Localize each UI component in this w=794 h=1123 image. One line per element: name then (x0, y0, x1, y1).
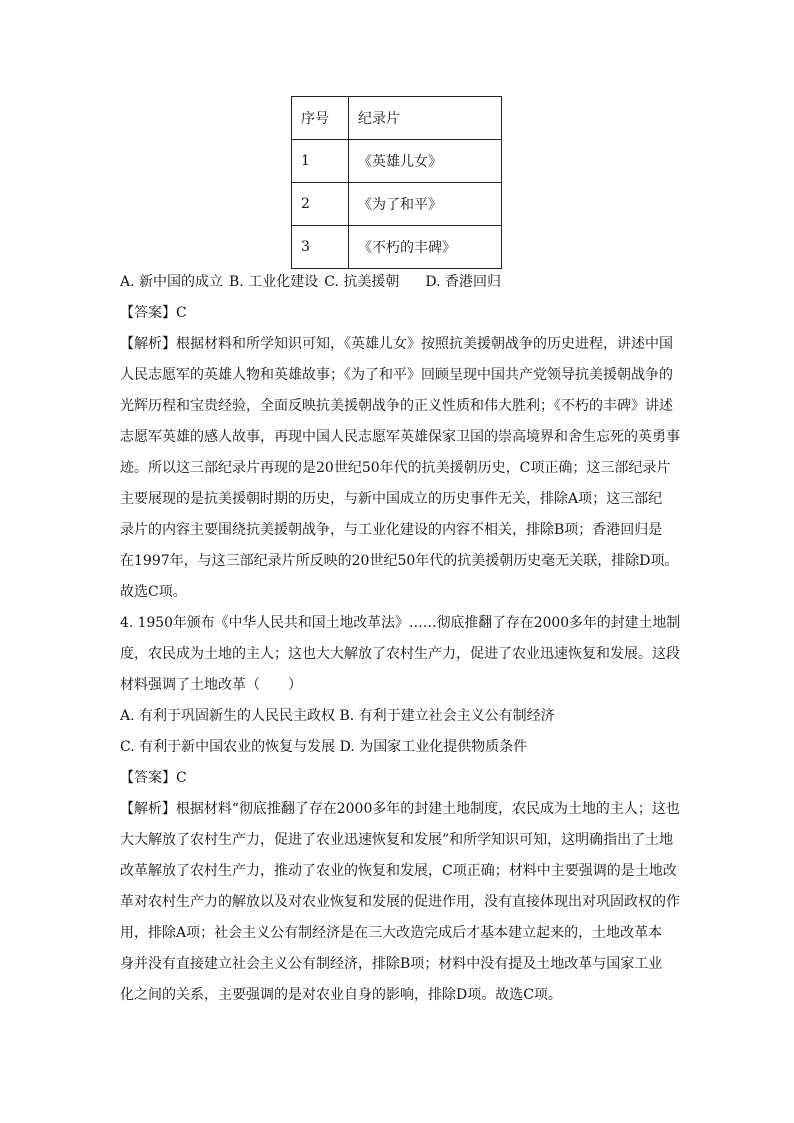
q4-analysis-line: 大大解放了农村生产力，促进了农业迅速恢复和发展”和所学知识可知，这明确指出了土地 (120, 832, 674, 848)
table-row (292, 183, 502, 226)
q4-stem-line: 4. 1950年颁布《中华人民共和国土地改革法》……彻底推翻了存在2000多年的封建土地制 (120, 615, 681, 631)
q4-answer: 【答案】C (120, 770, 187, 786)
q4-analysis-line: 用，排除A项；社会主义公有制经济是在三大改造完成后才基本建立起来的，土地改革本 (120, 925, 663, 941)
q3-analysis-line: 光辉历程和宝贵经验，全面反映抗美援朝战争的正义性质和伟大胜利；《不朽的丰碑》讲述 (120, 398, 673, 414)
table-header-cell: 纪录片 (349, 97, 502, 140)
table-cell: 2 (292, 183, 349, 226)
q3-option-c: C. 抗美援朝 (324, 274, 400, 290)
q4-stem-line: 度，农民成为土地的主人；这也大大解放了农村生产力，促进了农业迅速恢复和发展。这段 (120, 646, 680, 662)
q3-analysis-line: 迹。所以这三部纪录片再现的是20世纪50年代的抗美援朝历史，C项正确；这三部纪录片 (120, 460, 671, 476)
q4-analysis-line: 改革解放了农村生产力，推动了农业的恢复和发展，C项正确；材料中主要强调的是土地改 (120, 863, 677, 879)
table-header-row (292, 97, 502, 140)
q3-options (120, 272, 680, 292)
table-cell: 《英雄儿女》 (349, 140, 502, 183)
q4-analysis-line: 化之间的关系，主要强调的是对农业自身的影响，排除D项。故选C项。 (120, 987, 562, 1003)
q3-answer: 【答案】C (120, 305, 187, 321)
table-cell: 3 (292, 226, 349, 269)
q4-analysis-line: 【解析】根据材料“彻底推翻了存在2000多年的封建土地制度，农民成为土地的主人；这也 (120, 801, 680, 817)
q4-analysis-line: 革对农村生产力的解放以及对农业恢复和发展的促进作用，没有直接体现出对巩固政权的作 (120, 894, 680, 910)
q3-analysis-line: 录片的内容主要围绕抗美援朝战争，与工业化建设的内容不相关，排除B项；香港回归是 (120, 522, 663, 538)
table-cell: 《不朽的丰碑》 (349, 226, 502, 269)
table-cell: 1 (292, 140, 349, 183)
q3-analysis-line: 主要展现的是抗美援朝时期的历史，与新中国成立的历史事件无关，排除A项；这三部纪 (120, 491, 663, 507)
q3-analysis-line: 故选C项。 (120, 584, 187, 600)
q3-option-b: B. 工业化建设 (229, 274, 319, 290)
table-header-cell: 序号 (292, 97, 349, 140)
table-cell: 《为了和平》 (349, 183, 502, 226)
q3-option-a: A. 新中国的成立 (120, 274, 224, 290)
documentary-table (291, 96, 502, 269)
q3-option-d: D. 香港回归 (425, 274, 501, 290)
q4-analysis-line: 身并没有直接建立社会主义公有制经济，排除B项；材料中没有提及土地改革与国家工业 (120, 956, 663, 972)
table-row (292, 140, 502, 183)
q4-option-line: C. 有利于新中国农业的恢复与发展 D. 为国家工业化提供物质条件 (120, 739, 528, 755)
q3-analysis-line: 志愿军英雄的感人故事，再现中国人民志愿军英雄保家卫国的崇高境界和舍生忘死的英勇事 (120, 429, 680, 445)
q3-analysis-line: 在1997年，与这三部纪录片所反映的20世纪50年代的抗美援朝历史毫无关联，排除D项。 (120, 553, 679, 569)
table-row (292, 226, 502, 269)
q4-stem-line: 材料强调了土地改革（ ） (120, 677, 302, 693)
q3-analysis-line: 人民志愿军的英雄人物和英雄故事；《为了和平》回顾呈现中国共产党领导抗美援朝战争的 (120, 367, 673, 383)
q3-analysis-line: 【解析】根据材料和所学知识可知，《英雄儿女》按照抗美援朝战争的历史进程，讲述中国 (120, 336, 673, 352)
q4-option-line: A. 有利于巩固新生的人民民主政权 B. 有利于建立社会主义公有制经济 (120, 708, 555, 724)
